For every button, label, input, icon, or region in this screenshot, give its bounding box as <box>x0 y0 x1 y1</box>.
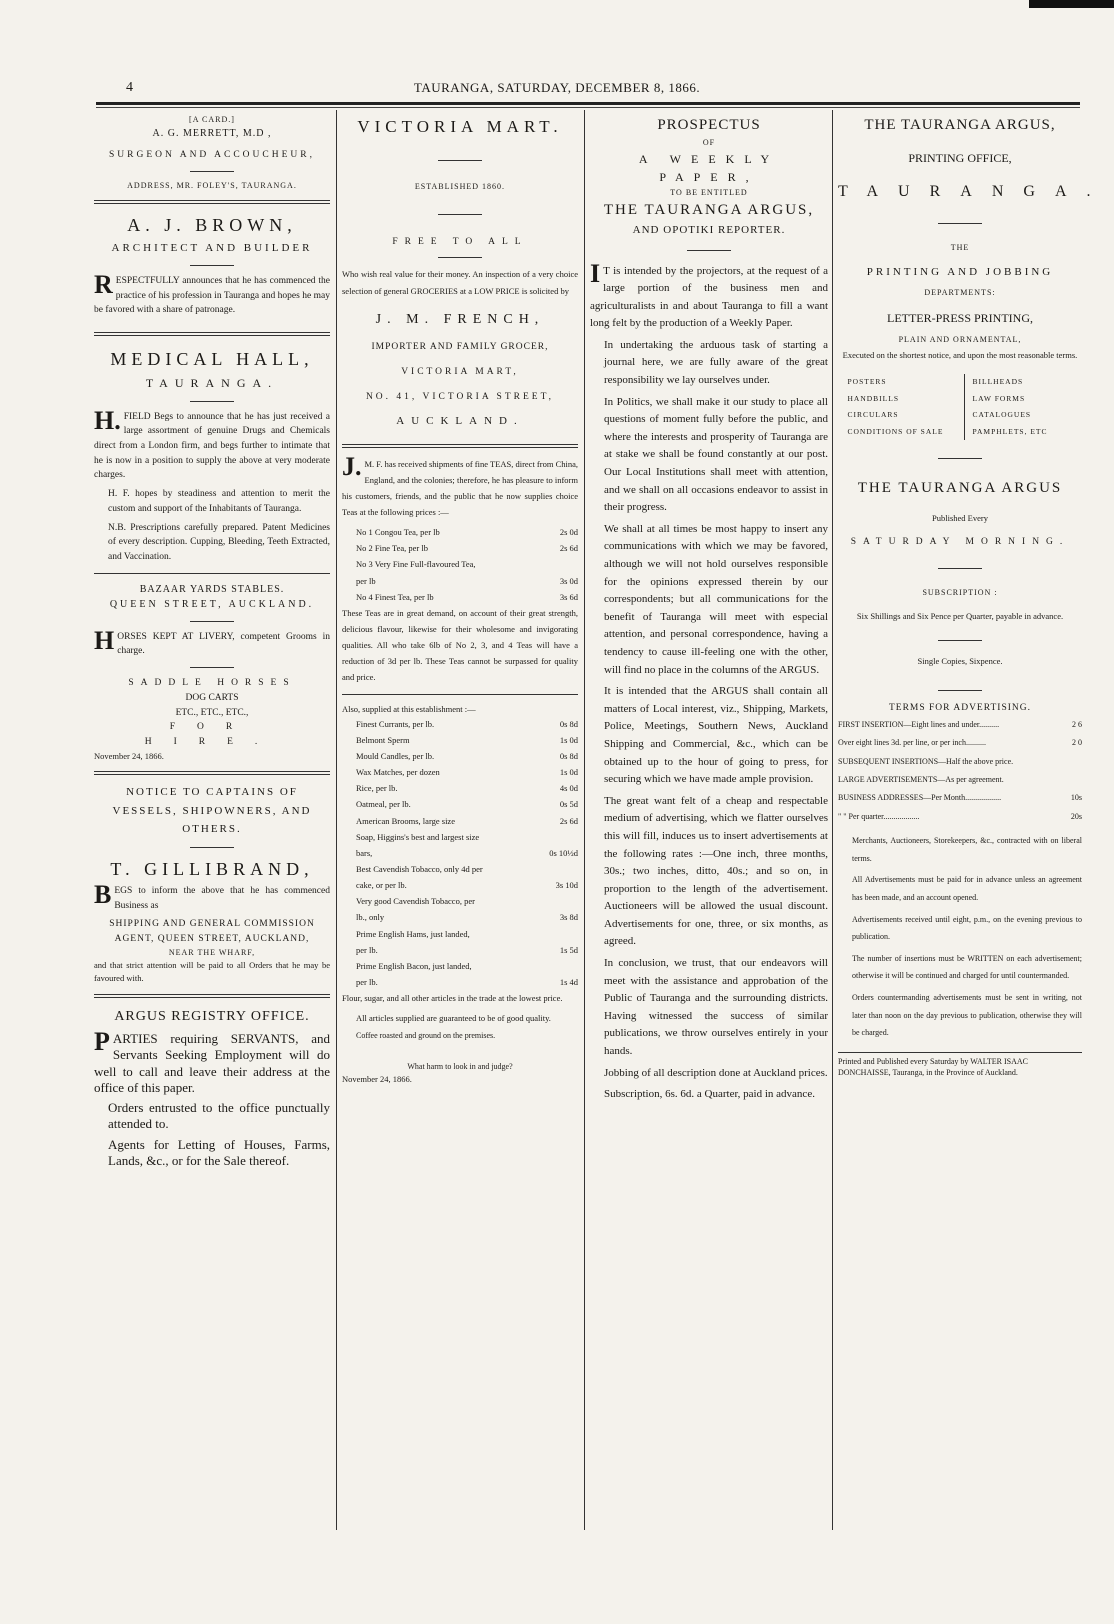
goods-price-row-label: per lb. <box>356 944 378 955</box>
brown-advert <box>94 269 330 318</box>
hall-text: FIELD Begs to announce that he has just received a large assortment of genuine Drugs and Chemicals direct from a London firm, and begs further to intimate that he is now in a position to supply the above at very moderate charges. <box>94 411 330 481</box>
separator <box>94 200 330 204</box>
goods-price-row-price: 3s 10d <box>555 880 578 891</box>
goods-price-row-price: 0s 5d <box>559 799 578 810</box>
job-types <box>838 374 1082 440</box>
prospectus-text-3: In Politics, we shall make it our study to place all questions of moment fully before the public, and where the interests and prosperity of Tauranga are at stake we shall be found constantly at our post. Our Local Institutions shall meet with attention, and we shall on all occasions endeavor to assist in their progress. <box>604 395 828 514</box>
goods-price-row-label: Prime English Bacon, just landed, <box>356 960 472 971</box>
separator <box>938 223 982 224</box>
argus-name-2: THE TAURANGA ARGUS <box>857 480 1063 496</box>
harm-line: What harm to look in and judge? <box>407 1061 513 1071</box>
column-3 <box>590 114 828 1540</box>
job-type: CIRCULARS <box>847 410 899 419</box>
gillibrand-text-2: and that strict attention will be paid to all Orders that he may be favoured with. <box>94 960 330 984</box>
departments-line-2: DEPARTMENTS: <box>924 288 996 298</box>
drop-cap: J. <box>342 451 362 481</box>
goods-price-row <box>356 877 578 893</box>
rate-row-label: FIRST INSERTION—Eight lines and under.......... <box>838 719 1000 729</box>
separator <box>438 257 482 258</box>
tea-price-row <box>356 589 578 605</box>
goods-price-row-price: 3s 8d <box>559 912 578 923</box>
rate-row-label: Over eight lines 3d. per line, or per inch.......... <box>838 738 986 748</box>
goods-price-row-label: Mould Candles, per lb. <box>356 751 435 762</box>
goods-price-row <box>356 764 578 780</box>
job-type: HANDBILLS <box>847 393 899 403</box>
gillibrand-wharf: NEAR THE WHARF, <box>168 947 256 957</box>
published-every: Published Every <box>932 513 988 524</box>
drop-cap: B <box>94 879 112 909</box>
separator <box>94 573 330 574</box>
business-row <box>838 789 1082 807</box>
rate-row <box>838 716 1082 734</box>
separator <box>438 214 482 215</box>
rate-row-price: 2 6 <box>1072 719 1082 729</box>
teas-advert <box>342 451 579 521</box>
goods-price-row <box>356 748 578 764</box>
goods-price-row-label: bars, <box>356 847 373 858</box>
column-divider <box>336 110 337 1530</box>
goods-price-row-label: lb., only <box>356 912 385 923</box>
drop-cap: I <box>590 258 601 288</box>
goods-price-row-label: Belmont Sperm <box>356 734 410 745</box>
received-note: Advertisements received until eight, p.m., on the evening previous to publication. <box>852 914 1082 942</box>
subscription-rate: Six Shillings and Six Pence per Quarter, payable in advance. <box>856 610 1064 621</box>
stables-street: QUEEN STREET, AUCKLAND. <box>109 599 315 611</box>
business-addresses <box>838 789 1082 826</box>
tea-price-row-price: 3s 6d <box>559 591 578 602</box>
goods-price-row <box>356 845 578 861</box>
plain-ornamental: PLAIN AND ORNAMENTAL, <box>898 335 1022 345</box>
goods-price-list <box>342 716 578 990</box>
goods-price-row-price: 0s 10½d <box>549 847 578 858</box>
job-type: POSTERS <box>847 377 887 386</box>
goods-price-row-price: 4s 0d <box>559 783 578 794</box>
column-2 <box>342 114 578 1540</box>
imprint-footer: Printed and Published every Saturday by WALTER ISAAC DONCHAISSE, Tauranga, in the Province of Auckland. <box>838 1052 1082 1078</box>
teas-price-list <box>342 524 578 605</box>
brown-title: ARCHITECT AND BUILDER <box>111 241 313 254</box>
stables-saddle: SADDLE HORSES <box>128 678 296 689</box>
prospectus-text-9: Subscription, 6s. 6d. a Quarter, paid in advance. <box>604 1088 815 1101</box>
paper-name: THE TAURANGA ARGUS, <box>603 202 815 219</box>
separator <box>938 640 982 641</box>
argus-text: ARTIES requiring SERVANTS, and Servants Seeking Employment will do well to call and leave their address at the office of this paper. <box>94 1031 330 1095</box>
also-supplied: Also, supplied at this establishment :— <box>342 703 476 714</box>
brown-name: A. J. BROWN, <box>127 215 297 235</box>
drop-cap: R <box>94 269 113 299</box>
goods-price-row <box>356 716 578 732</box>
job-type: CATALOGUES <box>972 410 1032 419</box>
goods-price-row <box>356 942 578 958</box>
page-header <box>0 80 1114 100</box>
prospectus-text-1: T is intended by the projectors, at the request of a large portion of the business men and agriculturalists in and about Tauranga to fill a want long felt by the production of a Weekly Paper. <box>590 264 828 330</box>
goods-price-row <box>356 926 578 942</box>
separator <box>190 621 234 622</box>
tea-price-row-label: No 2 Fine Tea, per lb <box>356 543 428 554</box>
french-title: IMPORTER AND FAMILY GROCER, <box>371 342 549 353</box>
separator <box>938 458 982 459</box>
gillibrand-name: T. GILLIBRAND, <box>110 859 314 880</box>
job-type: PAMPHLETS, ETC <box>972 426 1048 436</box>
free-to-all: FREE TO ALL <box>392 236 528 247</box>
hall-text-2: H. F. hopes by steadiness and attention to merit the custom and support of the Inhabitants of Tauranga. <box>108 489 330 514</box>
drop-cap: H. <box>94 405 121 435</box>
single-copies: Single Copies, Sixpence. <box>917 655 1003 666</box>
tea-price-row <box>356 556 578 572</box>
goods-price-row <box>356 829 578 845</box>
job-type: BILLHEADS <box>972 377 1024 386</box>
separator <box>190 401 234 402</box>
separator <box>438 160 482 161</box>
header-rule <box>96 102 1080 105</box>
business-row-price: 20s <box>1070 811 1082 821</box>
merrett-address: ADDRESS, MR. FOLEY'S, TAURANGA. <box>127 180 297 190</box>
established: ESTABLISHED 1860. <box>414 182 506 192</box>
column-divider <box>832 110 833 1530</box>
goods-price-row <box>356 813 578 829</box>
margin-bar <box>1029 0 1114 8</box>
job-type: LAW FORMS <box>972 393 1026 403</box>
flour-note: Flour, sugar, and all other articles in the trade at the lowest price. <box>342 993 563 1004</box>
goods-price-row-label: Finest Currants, per lb. <box>356 718 435 729</box>
the-label: THE <box>950 242 970 252</box>
goods-price-row <box>356 780 578 796</box>
printing-office: PRINTING OFFICE, <box>908 151 1012 166</box>
business-row-label: BUSINESS ADDRESSES—Per Month.................. <box>838 793 1002 803</box>
page-number: 4 <box>126 80 133 95</box>
drop-cap: P <box>94 1027 110 1057</box>
stables-dog: DOG CARTS <box>185 692 239 703</box>
french-name: J. M. FRENCH, <box>375 311 545 327</box>
hall-advert <box>94 405 330 484</box>
merrett-title: SURGEON AND ACCOUCHEUR, <box>109 149 315 160</box>
rate-row <box>838 734 1082 752</box>
teas-text: M. F. has received shipments of fine TEAS, direct from China, England, and the colonies; therefore, he has pleasure to inform his customers, friends, and the public that he now supplies choice Teas at the following prices :— <box>342 458 579 518</box>
separator <box>190 667 234 668</box>
argus-registry-advert <box>94 1006 330 1170</box>
separator <box>190 847 234 848</box>
subsequent-insertions: SUBSEQUENT INSERTIONS—Half the above price. <box>838 756 1014 766</box>
separator <box>94 994 330 998</box>
large-advertisements: LARGE ADVERTISEMENTS—As per agreement. <box>838 774 1004 784</box>
hall-text-3: N.B. Prescriptions carefully prepared. Patent Medicines of every description. Cupping, Bleeding, Teeth Extracted, and Vaccination. <box>108 522 330 563</box>
goods-price-row-price: 1s 4d <box>559 977 578 988</box>
header-rule-thin <box>96 107 1080 108</box>
stables-name: BAZAAR YARDS STABLES. <box>139 583 285 595</box>
goods-price-row <box>356 958 578 974</box>
stables-etc: ETC., ETC., ETC., <box>175 707 249 718</box>
goods-price-row-label: Rice, per lb. <box>356 783 398 794</box>
prospectus-text-7: In conclusion, we trust, that our endeavors will meet with the assistance and approbation of the Public of Tauranga and the surrounding districts. Having witnessed the success of similar publications, we throw ourselves entirely in your hands. <box>604 957 828 1058</box>
tea-price-row-price: 2s 6d <box>559 543 578 554</box>
insertions-note: The number of insertions must be WRITTEN on each advertisement; otherwise it will be continued and charged for until countermanded. <box>852 953 1082 981</box>
stables-hire: FOR HIRE. <box>144 722 280 748</box>
to-be-entitled: TO BE ENTITLED <box>670 187 748 197</box>
business-row-price: 10s <box>1070 793 1082 803</box>
goods-price-row-price: 1s 0d <box>559 734 578 745</box>
stables-date: November 24, 1866. <box>94 750 164 761</box>
guarantee-note: All articles supplied are guaranteed to be of good quality. <box>356 1013 551 1024</box>
subscription-label: SUBSCRIPTION : <box>922 588 998 598</box>
argus-text-2: Orders entrusted to the office punctually attended to. <box>108 1100 330 1132</box>
prospectus-text-5: It is intended that the ARGUS shall contain all matters of Local interest, viz., Shipping, Markets, Police, Meetings, Southern News, Auckland Shipping and Commercial, &c., which can be obtained up to the hour of going to press, for securing which we have made ample provision. <box>604 685 828 786</box>
gillibrand-agent: SHIPPING AND GENERAL COMMISSION AGENT, QUEEN STREET, AUCKLAND, <box>109 919 315 945</box>
teas-note: These Teas are in great demand, on account of their great strength, delicious flavour, likewise for their wholesome and invigorating qualities. All who take 6lb of No 2, 3, and 4 Teas will have a reduction of 3d per lb. These Teas cannot be surpassed for quality and price. <box>342 607 578 683</box>
goods-price-row-label: Wax Matches, per dozen <box>356 767 440 778</box>
goods-price-row-price: 1s 5d <box>559 944 578 955</box>
merrett-name: A. G. MERRETT, M.D , <box>152 128 272 140</box>
rate-row-price: 2 0 <box>1072 738 1082 748</box>
notice-title: NOTICE TO CAPTAINS OF VESSELS, SHIPOWNERS, AND OTHERS. <box>112 785 312 836</box>
stables-advert <box>94 625 330 659</box>
card-tag: [A CARD.] <box>189 115 235 124</box>
goods-price-row-label: cake, or per lb. <box>356 880 407 891</box>
gillibrand-text: EGS to inform the above that he has commenced Business as <box>114 885 330 911</box>
mart-title: VICTORIA MART. <box>357 117 563 136</box>
separator <box>342 694 578 695</box>
argus-title: ARGUS REGISTRY OFFICE. <box>114 1008 310 1024</box>
french-street: NO. 41, VICTORIA STREET, <box>365 391 555 402</box>
goods-price-row <box>356 974 578 990</box>
separator <box>190 171 234 172</box>
goods-price-row-price: 0s 8d <box>559 718 578 729</box>
goods-price-row-price: 1s 0d <box>559 767 578 778</box>
saturday-morning: SATURDAY MORNING. <box>850 537 1070 548</box>
job-types-right <box>964 374 1073 440</box>
prospectus-text-6: The great want felt of a cheap and respectable medium of advertising, which we flatter ourselves this will fill, induces us to insert advertisements at the following rates :—One inch, three months, 30s.; two inches, ditto, 40s.; and so on, in proportion to the length of the advertisement. Auctioneers will be allowed the usual discount. Advertisements for one, three, or six months, as agreed. <box>604 794 828 948</box>
gillibrand-advert <box>94 879 330 913</box>
goods-price-row <box>356 893 578 909</box>
separator <box>94 771 330 775</box>
french-city: AUCKLAND. <box>396 414 524 427</box>
tea-price-row <box>356 573 578 589</box>
job-types-left <box>848 374 948 440</box>
goods-price-row-price: 2s 6d <box>559 815 578 826</box>
prospectus-paragraph-1 <box>590 258 828 333</box>
column-1 <box>94 114 330 1540</box>
column-4 <box>838 114 1111 1540</box>
mart-date: November 24, 1866. <box>342 1074 412 1085</box>
tea-price-row-label: No 3 Very Fine Full-flavoured Tea, <box>356 559 476 570</box>
weekly-paper: A WEEKLY PAPER, <box>638 151 780 185</box>
french-mart: VICTORIA MART, <box>401 367 519 378</box>
advance-note: All Advertisements must be paid for in advance unless an agreement has been made, and an account opened. <box>852 875 1082 902</box>
hall-place: TAURANGA. <box>145 375 279 390</box>
countermanding-note: Orders countermanding advertisements must be sent in writing, not later than noon on the day previous to publication, otherwise they will be charged. <box>852 992 1082 1038</box>
goods-price-row-label: per lb. <box>356 977 378 988</box>
merchants-note: Merchants, Auctioneers, Storekeepers, &c., contracted with on liberal terms. <box>852 836 1082 863</box>
tea-price-row <box>356 524 578 540</box>
job-type: CONDITIONS OF SALE <box>847 426 944 436</box>
argus-text-3: Agents for Letting of Houses, Farms, Lands, &c., or for the Sale thereof. <box>108 1136 330 1168</box>
argus-paragraph <box>94 1027 330 1096</box>
separator <box>938 690 982 691</box>
separator <box>94 332 330 336</box>
goods-price-row-price: 0s 8d <box>559 751 578 762</box>
argus-name: THE TAURANGA ARGUS, <box>864 117 1056 133</box>
opotiki-reporter: AND OPOTIKI REPORTER. <box>632 224 786 237</box>
tea-price-row-label: per lb <box>356 575 376 586</box>
tea-price-row-price: 3s 0d <box>559 575 578 586</box>
goods-price-row-label: Soap, Higgins's best and largest size <box>356 831 480 842</box>
separator <box>190 265 234 266</box>
departments-line-1: PRINTING AND JOBBING <box>866 266 1054 279</box>
hall-name: MEDICAL HALL, <box>110 349 314 370</box>
separator <box>687 250 731 251</box>
tea-price-row-label: No 1 Congou Tea, per lb <box>356 527 440 538</box>
terms-title: TERMS FOR ADVERTISING. <box>888 703 1032 714</box>
mart-intro: Who wish real value for their money. An inspection of a very choice selection of general GROCERIES at a LOW PRICE is solicited by <box>342 269 578 296</box>
goods-price-row <box>356 909 578 925</box>
letterpress: LETTER-PRESS PRINTING, <box>886 311 1033 326</box>
brown-text: ESPECTFULLY announces that he has commenced the practice of his profession in Tauranga and hopes he may be favored with a share of patronage. <box>94 275 330 316</box>
prospectus-text-8: Jobbing of all description done at Auckland prices. <box>604 1066 828 1079</box>
prospectus-title: PROSPECTUS <box>657 117 761 133</box>
tea-price-row-price: 2s 0d <box>559 527 578 538</box>
goods-price-row <box>356 861 578 877</box>
executed-note: Executed on the shortest notice, and upon the most reasonable terms. <box>842 350 1078 361</box>
separator <box>342 444 578 448</box>
goods-price-row-label: Best Cavendish Tobacco, only 4d per <box>356 864 483 875</box>
prospectus-text-4: We shall at all times be most happy to insert any communications with which we may be favored, although we will not hold ourselves responsible for the opinions expressed therein by our correspondents; but all communications for the benefit of Tauranga will meet with especial attention, and personal correspondence, having a tendency to cause ill-feeling one with the other, will find no place in the columns of the ARGUS. <box>604 522 828 676</box>
goods-price-row <box>356 732 578 748</box>
page-title: TAURANGA, SATURDAY, DECEMBER 8, 1866. <box>413 80 701 95</box>
coffee-note: Coffee roasted and ground on the premises. <box>356 1031 496 1041</box>
goods-price-row-label: Prime English Hams, just landed, <box>356 928 470 939</box>
tea-price-row-label: No 4 Finest Tea, per lb <box>356 591 434 602</box>
business-row-label: " " Per quarter.................. <box>838 811 920 821</box>
tea-price-row <box>356 540 578 556</box>
separator <box>938 568 982 569</box>
goods-price-row-label: Very good Cavendish Tobacco, per <box>356 896 475 907</box>
goods-price-row <box>356 796 578 812</box>
tauranga: TAURANGA. <box>838 182 1111 200</box>
goods-price-row-label: Oatmeal, per lb. <box>356 799 411 810</box>
stables-text: ORSES KEPT AT LIVERY, competent Grooms in charge. <box>117 631 330 657</box>
prospectus-text-2: In undertaking the arduous task of starting a journal here, we are fully aware of the great responsibility we lay ourselves under. <box>604 338 828 387</box>
business-row <box>838 808 1082 826</box>
prospectus-of: OF <box>702 138 716 148</box>
column-divider <box>584 110 585 1530</box>
goods-price-row-label: American Brooms, large size <box>356 815 455 826</box>
advertising-rates <box>838 716 1082 753</box>
drop-cap: H <box>94 625 115 655</box>
